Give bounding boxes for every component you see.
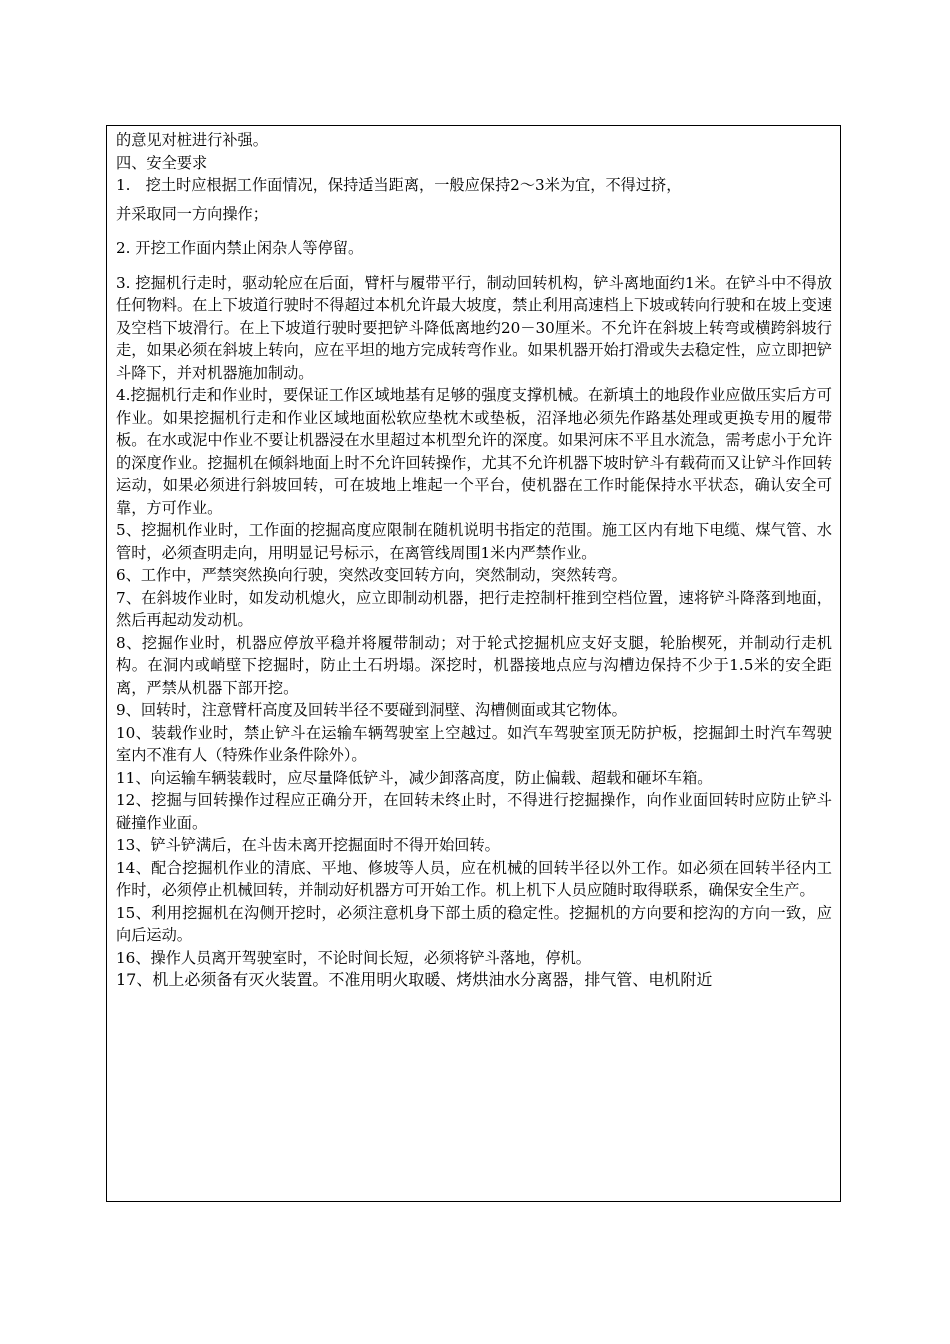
rule-17: 17、机上必须备有灭火装置。不准用明火取暖、烤烘油水分离器，排气管、电机附近 [116, 970, 713, 989]
rule-4: 4.挖掘机行走和作业时，要保证工作区域地基有足够的强度支撑机械。在新填土的地段作业应做压实后方可作业。如果挖掘机行走和作业区域地面松软应垫枕木或垫板，沼泽地必须先作路基处理或更换专用的履带板。在水或泥中作业不要让机器浸在水里超过本机型允许的深度。如果河床不平且水流急，需考虑小于允许的深度作业。挖掘机在倾斜地面上时不允许回转操作，尤其不允许机器下坡时铲斗有载荷而又让铲斗作回转运动，如果必须进行斜坡回转，可在坡地上堆起一个平台，使机器在工作时能保持水平状态，确认安全可靠，方可作业。 [116, 386, 832, 517]
rule-3: 3. 挖掘机行走时，驱动轮应在后面，臂杆与履带平行，制动回转机构，铲斗离地面约1米。在铲斗中不得放任何物料。在上下坡道行驶时不得超过本机允许最大坡度，禁止利用高速档上下坡或转向行驶和在坡上变速及空档下坡滑行。在上下坡道行驶时要把铲斗降低离地约20－30厘米。不允许在斜坡上转弯或横跨斜坡行走，如果必须在斜坡上转向，应在平坦的地方完成转弯作业。如果机器开始打滑或失去稳定性，应立即把铲斗降下，并对机器施加制动。 [116, 273, 832, 382]
rule-11: 11、向运输车辆装载时，应尽量降低铲斗，减少卸落高度，防止偏载、超载和砸坏车箱。 [116, 768, 713, 787]
rule-5: 5、挖掘机作业时，工作面的挖掘高度应限制在随机说明书指定的范围。施工区内有地下电缆、煤气管、水管时，必须查明走向，用明显记号标示，在离管线周围1米内严禁作业。 [116, 521, 832, 562]
rule-1-line-2: 并采取同一方向操作； [116, 204, 268, 223]
rule-12: 12、挖掘与回转操作过程应正确分开，在回转未终止时，不得进行挖掘操作，向作业面回转时应防止铲斗碰撞作业面。 [116, 791, 832, 832]
rule-16: 16、操作人员离开驾驶室时，不论时间长短，必须将铲斗落地，停机。 [116, 948, 591, 967]
text-line-continuation: 的意见对桩进行补强。 [116, 131, 268, 149]
section-heading-safety: 四、安全要求 [116, 153, 208, 172]
rule-10: 10、装载作业时，禁止铲斗在运输车辆驾驶室上空越过。如汽车驾驶室顶无防护板，挖掘卸土时汽车驾驶室内不准有人（特殊作业条件除外）。 [116, 723, 832, 764]
rule-8: 8、挖掘作业时，机器应停放平稳并将履带制动；对于轮式挖掘机应支好支腿，轮胎楔死，并制动行走机构。在洞内或峭壁下挖掘时，防止土石坍塌。深挖时，机器接地点应与沟槽边保持不少于1.5米的安全距离，严禁从机器下部开挖。 [116, 633, 832, 697]
rule-9: 9、回转时，注意臂杆高度及回转半径不要碰到洞壁、沟槽侧面或其它物体。 [116, 701, 627, 719]
rule-14: 14、配合挖掘机作业的清底、平地、修坡等人员，应在机械的回转半径以外工作。如必须在回转半径内工作时，必须停止机械回转，并制动好机器方可开始工作。机上机下人员应随时取得联系，确保安全生产。 [116, 858, 832, 899]
rule-15: 15、利用挖掘机在沟侧开挖时，必须注意机身下部土质的稳定性。挖掘机的方向要和挖沟的方向一致，应向后运动。 [116, 903, 832, 944]
rule-1-line-1: 1. 挖土时应根据工作面情况，保持适当距离，一般应保持2～3米为宜，不得过挤， [116, 176, 682, 194]
rule-2: 2. 开挖工作面内禁止闲杂人等停留。 [116, 239, 364, 257]
rule-6: 6、工作中，严禁突然换向行驶，突然改变回转方向，突然制动，突然转弯。 [116, 566, 627, 584]
rule-7: 7、在斜坡作业时，如发动机熄火，应立即制动机器，把行走控制杆推到空档位置，速将铲斗降落到地面，然后再起动发动机。 [116, 588, 832, 629]
document-frame [106, 125, 841, 1202]
rule-13: 13、铲斗铲满后，在斗齿未离开挖掘面时不得开始回转。 [116, 836, 500, 854]
